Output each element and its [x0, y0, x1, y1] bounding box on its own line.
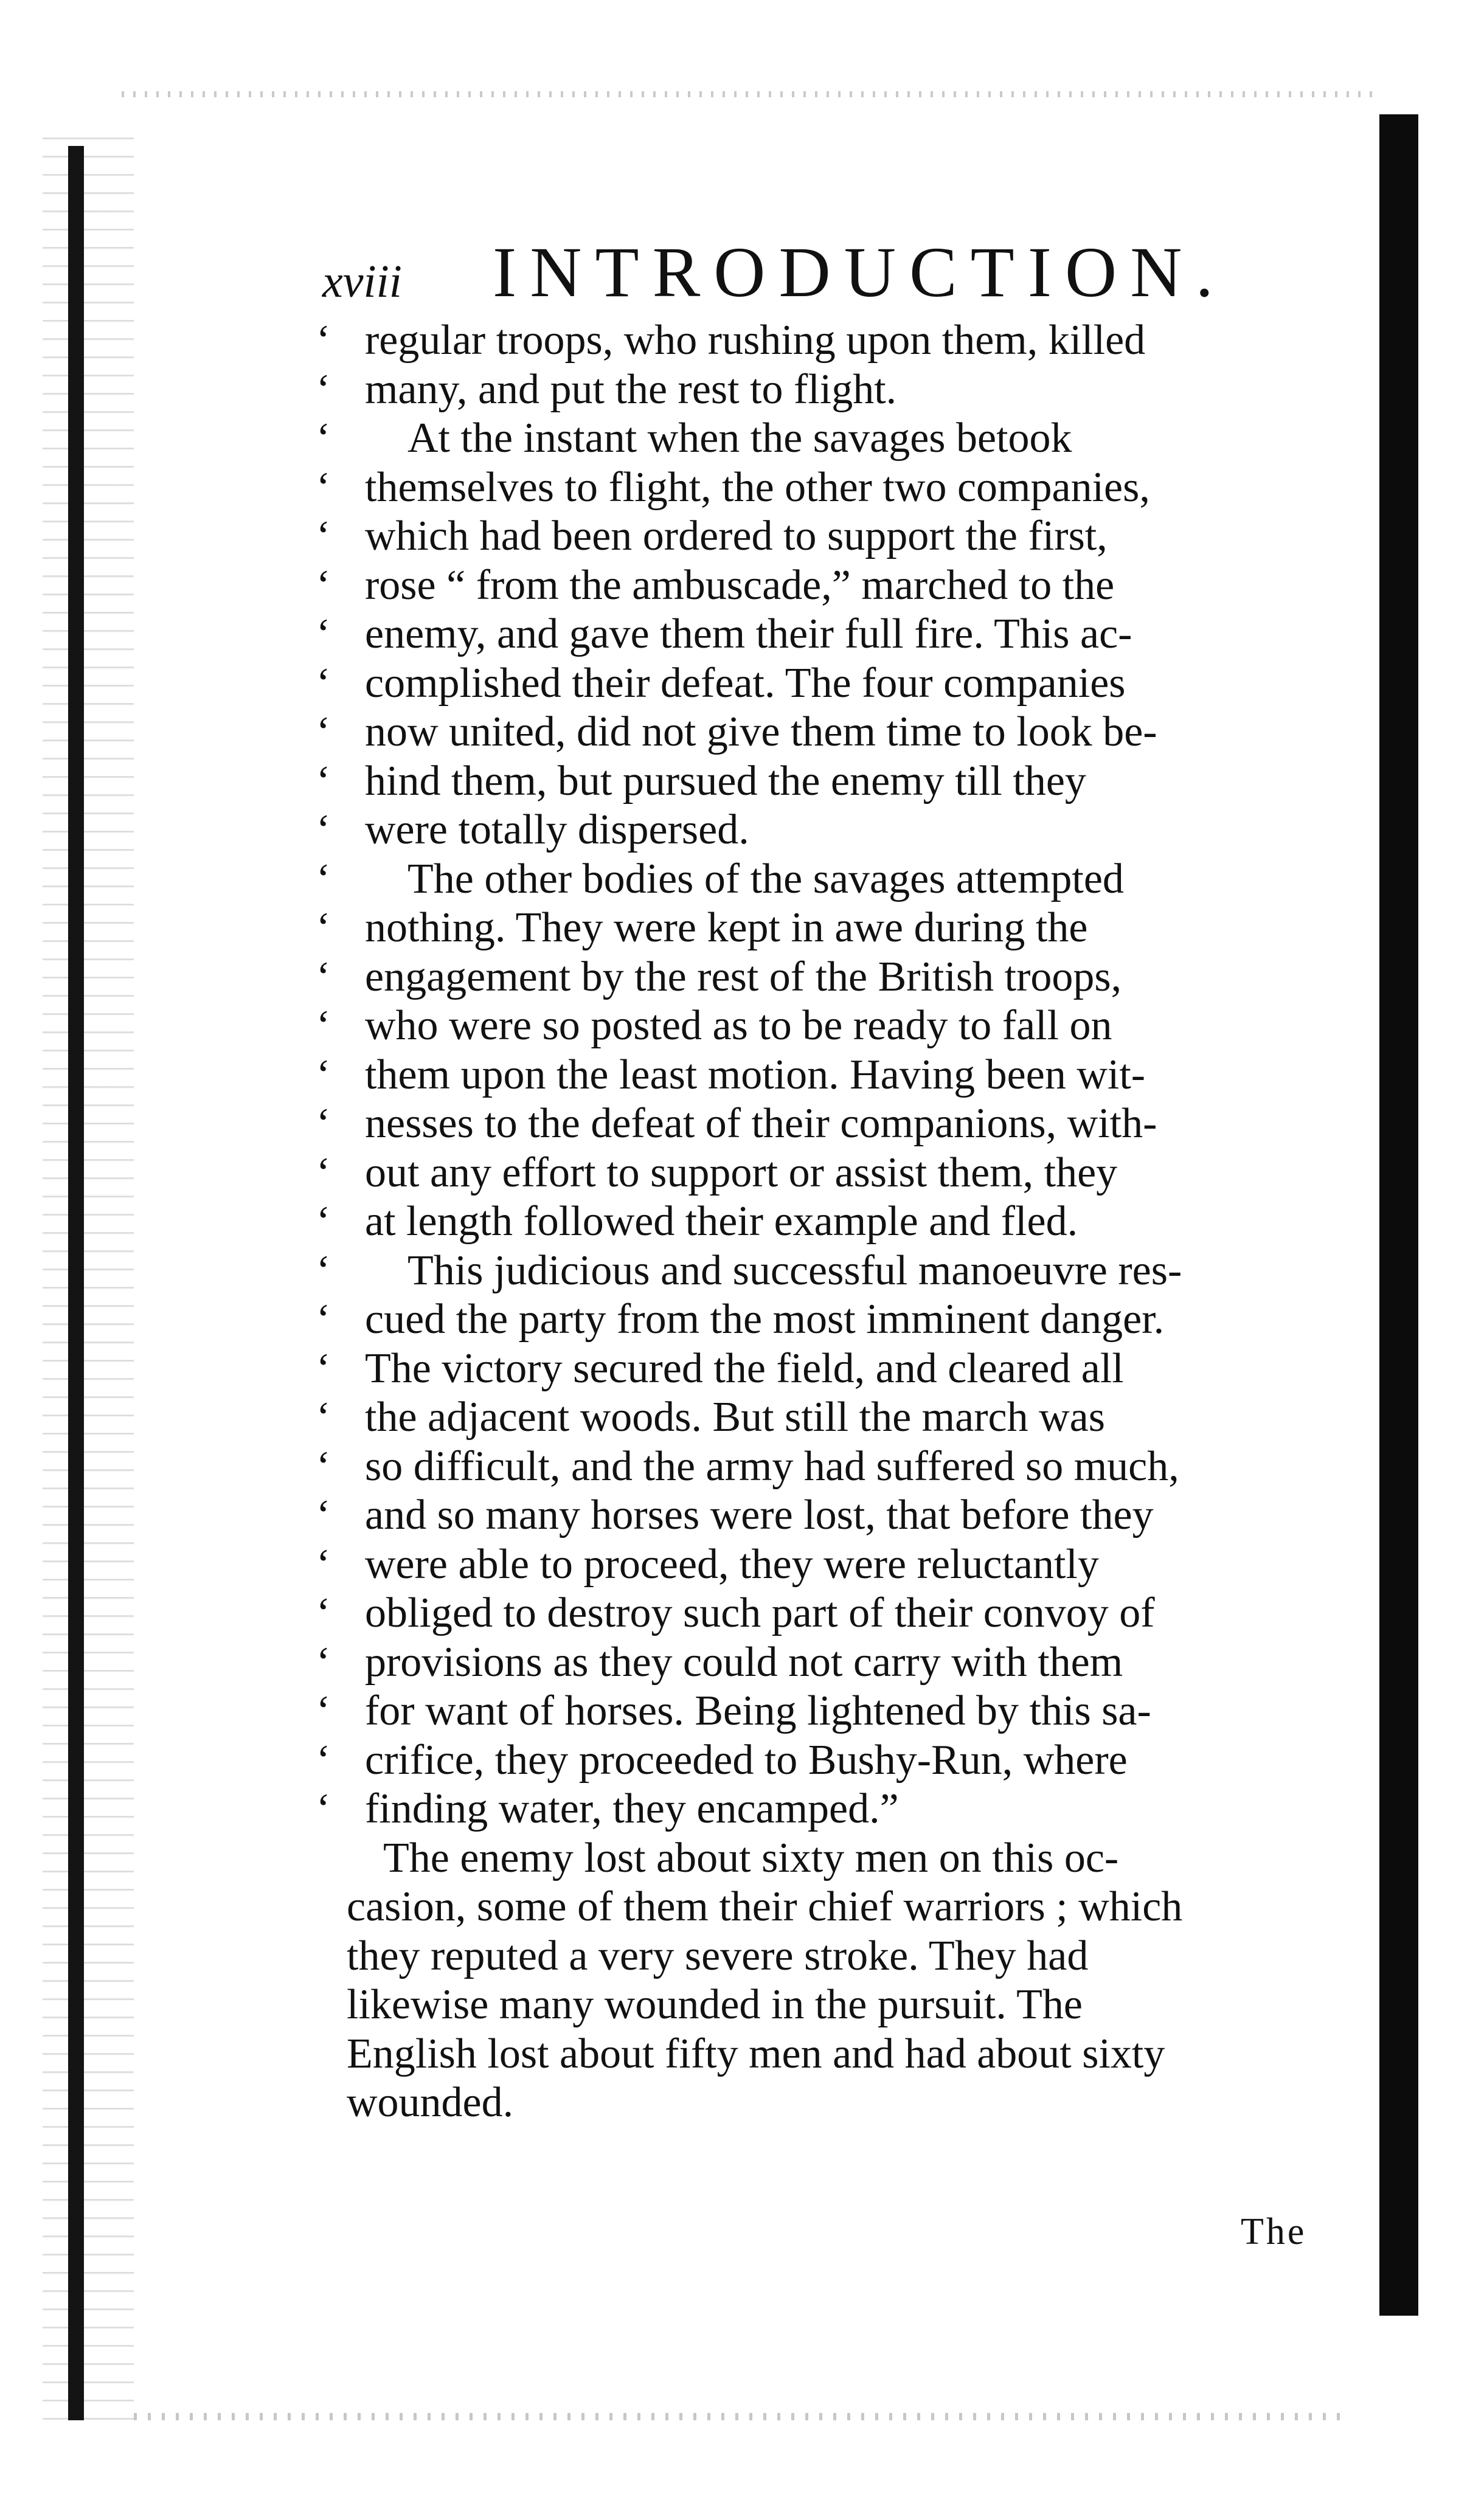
text-line	[316, 463, 1320, 513]
line-text: The victory secured the field, and cleared all	[365, 1345, 1124, 1392]
line-text: at length followed their example and fled.	[365, 1198, 1078, 1245]
line-text: At the instant when the savages betook	[407, 415, 1072, 462]
quote-mark: ‘	[316, 561, 331, 609]
line-text: many, and put the rest to flight.	[365, 365, 897, 413]
text-line	[316, 561, 1320, 611]
line-text: now united, did not give them time to look be-	[365, 708, 1157, 755]
text-line	[316, 855, 1320, 904]
quote-mark: ‘	[316, 1247, 331, 1294]
text-line	[316, 1932, 1320, 1981]
body-text	[316, 316, 1320, 2128]
line-text: complished their defeat. The four companies	[365, 659, 1126, 707]
line-text: nothing. They were kept in awe during the	[365, 904, 1088, 951]
quote-mark: ‘	[316, 659, 331, 707]
quote-mark: ‘	[316, 1345, 331, 1392]
quote-mark: ‘	[316, 855, 331, 902]
text-line	[316, 1540, 1320, 1590]
line-text: rose “ from the ambuscade,” marched to the	[365, 561, 1115, 609]
text-line	[316, 610, 1320, 659]
text-line	[316, 414, 1320, 463]
line-text: This judicious and successful manoeuvre res-	[407, 1247, 1182, 1294]
running-title: INTRODUCTION.	[493, 232, 1227, 312]
line-text: English lost about fifty men and had about sixty	[347, 2030, 1165, 2077]
text-line	[316, 365, 1320, 415]
quote-mark: ‘	[316, 1638, 331, 1686]
text-line	[316, 2079, 1320, 2128]
quote-mark: ‘	[316, 1198, 331, 1245]
text-line	[316, 1589, 1320, 1638]
text-line	[316, 1051, 1320, 1100]
text-line	[316, 1345, 1320, 1394]
text-line	[316, 1295, 1320, 1345]
line-text: engagement by the rest of the British troops,	[365, 953, 1122, 1000]
quote-mark: ‘	[316, 806, 331, 853]
scan-speckle-left	[43, 122, 134, 2432]
line-text: so difficult, and the army had suffered so much,	[365, 1442, 1179, 1490]
text-line	[316, 1491, 1320, 1540]
text-line	[316, 1197, 1320, 1247]
quote-mark: ‘	[316, 463, 331, 511]
quote-mark: ‘	[316, 757, 331, 805]
text-line	[316, 1149, 1320, 1198]
line-text: they reputed a very severe stroke. They had	[347, 1932, 1089, 1979]
quote-mark: ‘	[316, 1688, 331, 1734]
line-text: regular troops, who rushing upon them, killed	[365, 317, 1146, 364]
text-line	[316, 1099, 1320, 1149]
text-line	[316, 1883, 1320, 1932]
quote-mark: ‘	[316, 1785, 331, 1832]
quote-mark: ‘	[316, 1296, 331, 1343]
line-text: for want of horses. Being lightened by this sa-	[365, 1688, 1151, 1734]
line-text: The enemy lost about sixty men on this oc-	[383, 1834, 1119, 1881]
line-text: likewise many wounded in the pursuit. The	[347, 1981, 1083, 2028]
line-text: hind them, but pursued the enemy till they	[365, 757, 1086, 805]
quote-mark: ‘	[316, 1149, 331, 1196]
text-line	[316, 1981, 1320, 2030]
line-text: them upon the least motion. Having been wit-	[365, 1051, 1146, 1098]
line-text: finding water, they encamped.”	[365, 1785, 899, 1832]
line-text: enemy, and gave them their full fire. This ac-	[365, 611, 1132, 657]
text-line	[316, 1393, 1320, 1442]
catchword: The	[1241, 2211, 1307, 2252]
quote-mark: ‘	[316, 1051, 331, 1098]
page-header	[322, 231, 1235, 316]
text-line	[316, 1687, 1320, 1736]
line-text: were able to proceed, they were reluctantly	[365, 1540, 1099, 1588]
quote-mark: ‘	[316, 1442, 331, 1490]
text-line	[316, 316, 1320, 365]
page-number: xviii	[322, 256, 402, 307]
text-line	[316, 1638, 1320, 1688]
text-line	[316, 512, 1320, 561]
quote-mark: ‘	[316, 1590, 331, 1636]
text-line	[316, 757, 1320, 806]
quote-mark: ‘	[316, 415, 331, 462]
line-text: provisions as they could not carry with them	[365, 1638, 1123, 1686]
line-text: who were so posted as to be ready to fall on	[365, 1002, 1112, 1049]
scan-noise-bottom	[134, 2413, 1350, 2420]
quote-mark: ‘	[316, 1540, 331, 1588]
quote-mark: ‘	[316, 513, 331, 559]
text-line	[316, 1834, 1320, 1883]
line-text: were totally dispersed.	[365, 806, 749, 853]
text-line	[316, 659, 1320, 708]
scan-edge-left	[68, 146, 84, 2420]
line-text: casion, some of them their chief warriors ; which	[347, 1883, 1183, 1930]
scan-noise-top	[122, 91, 1375, 97]
text-line	[316, 2030, 1320, 2079]
text-line	[316, 1247, 1320, 1296]
text-line	[316, 1736, 1320, 1785]
line-text: the adjacent woods. But still the march was	[365, 1394, 1105, 1441]
line-text: The other bodies of the savages attempted	[407, 855, 1124, 902]
quote-mark: ‘	[316, 953, 331, 1000]
text-line	[316, 1442, 1320, 1492]
quote-mark: ‘	[316, 611, 331, 657]
line-text: themselves to flight, the other two companies,	[365, 463, 1150, 511]
quote-mark: ‘	[316, 904, 331, 951]
scan-edge-right	[1379, 114, 1418, 2316]
quote-mark: ‘	[316, 317, 331, 364]
quote-mark: ‘	[316, 1100, 331, 1147]
text-line	[316, 806, 1320, 855]
text-line	[316, 904, 1320, 953]
line-text: crifice, they proceeded to Bushy-Run, where	[365, 1736, 1128, 1784]
line-text: wounded.	[347, 2079, 514, 2126]
quote-mark: ‘	[316, 708, 331, 755]
quote-mark: ‘	[316, 365, 331, 413]
text-line	[316, 1785, 1320, 1834]
line-text: and so many horses were lost, that before they	[365, 1492, 1154, 1539]
quote-mark: ‘	[316, 1736, 331, 1784]
quote-mark: ‘	[316, 1492, 331, 1539]
line-text: which had been ordered to support the first,	[365, 513, 1108, 559]
text-line	[316, 708, 1320, 757]
text-line	[316, 953, 1320, 1002]
text-line	[316, 1002, 1320, 1051]
quote-mark: ‘	[316, 1002, 331, 1049]
line-text: cued the party from the most imminent danger.	[365, 1296, 1165, 1343]
line-text: nesses to the defeat of their companions, with-	[365, 1100, 1157, 1147]
line-text: obliged to destroy such part of their convoy of	[365, 1590, 1155, 1636]
quote-mark: ‘	[316, 1394, 331, 1441]
line-text: out any effort to support or assist them, they	[365, 1149, 1118, 1196]
